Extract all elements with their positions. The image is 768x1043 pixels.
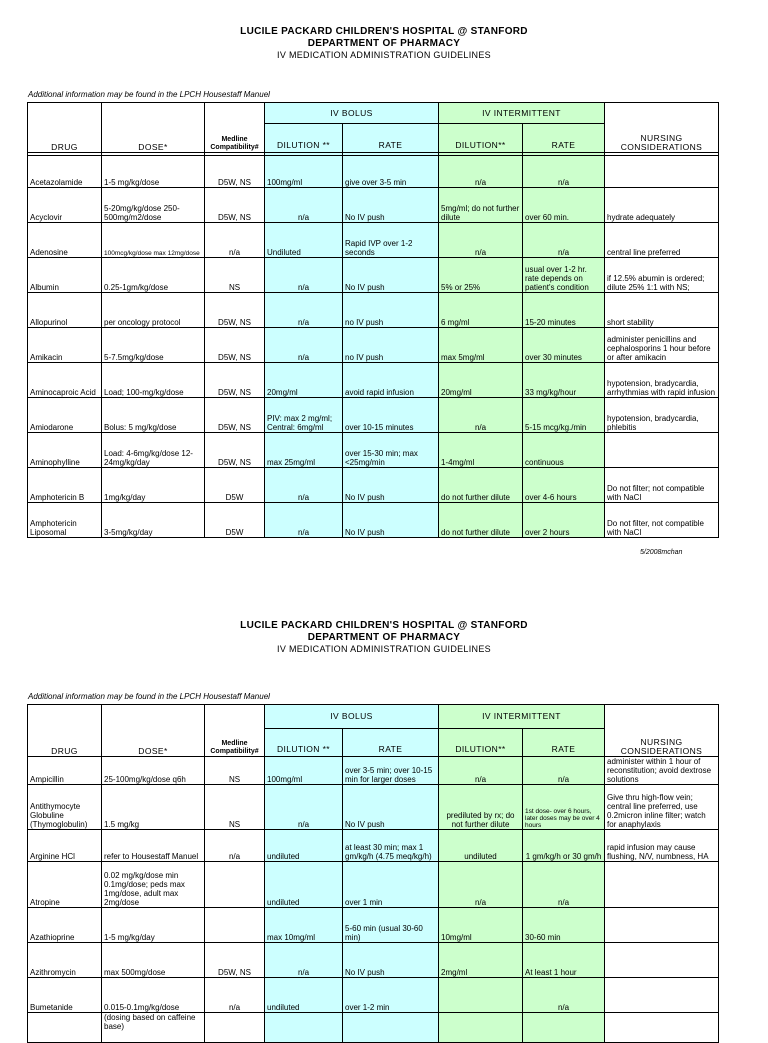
- cell-idil: 2mg/ml: [439, 943, 523, 978]
- cell-dose: (dosing based on caffeine base): [102, 1013, 205, 1043]
- cell-drug: Ampicillin: [28, 757, 102, 785]
- cell-nurse: [605, 1013, 719, 1043]
- cell-bdil: n/a: [265, 258, 343, 293]
- iv-bolus-header-2: IV BOLUS: [265, 705, 439, 729]
- cell-bdil: PIV: max 2 mg/ml; Central: 6mg/ml: [265, 398, 343, 433]
- table-row: [28, 293, 719, 328]
- medline-header-2: Medline Compatibility#: [205, 705, 265, 757]
- cell-dose: per oncology protocol: [102, 293, 205, 328]
- cell-medline: n/a: [205, 223, 265, 258]
- cell-idil: 6 mg/ml: [439, 293, 523, 328]
- cell-bdil: 100mg/ml: [265, 757, 343, 785]
- intermittent-rate-header: RATE: [523, 124, 605, 153]
- cell-medline: n/a: [205, 978, 265, 1013]
- cell-idil: [439, 978, 523, 1013]
- drug-header: DRUG: [28, 103, 102, 153]
- cell-medline: [205, 908, 265, 943]
- housestaff-note-2: Additional information may be found in the LPCH Housestaff Manuel: [28, 692, 270, 701]
- cell-nurse: rapid infusion may cause flushing, N/V, numbness, HA: [605, 830, 719, 862]
- cell-drug: Azithromycin: [28, 943, 102, 978]
- cell-nurse: Give thru high-flow vein; central line preferred, use 0.2micron inline filter; watch for anaphylaxis: [605, 785, 719, 830]
- cell-idil: undiluted: [439, 830, 523, 862]
- table-row: [28, 258, 719, 293]
- table-row: [28, 468, 719, 503]
- cell-idil: max 5mg/ml: [439, 328, 523, 363]
- cell-drug: Arginine HCl: [28, 830, 102, 862]
- cell-medline: D5W, NS: [205, 943, 265, 978]
- cell-irate: n/a: [523, 223, 605, 258]
- iv-bolus-header: IV BOLUS: [265, 103, 439, 124]
- table-row: [28, 433, 719, 468]
- cell-bdil: [265, 1013, 343, 1043]
- cell-irate: over 60 min.: [523, 188, 605, 223]
- footer-date: 5/2008mchan: [640, 549, 683, 556]
- cell-idil: 20mg/ml: [439, 363, 523, 398]
- cell-nurse: [605, 943, 719, 978]
- cell-nurse: Do not filter, not compatible with NaCl: [605, 503, 719, 538]
- cell-irate: n/a: [523, 156, 605, 188]
- cell-irate: usual over 1-2 hr. rate depends on patient's condition: [523, 258, 605, 293]
- medline-header: Medline Compatibility#: [205, 103, 265, 153]
- cell-medline: D5W, NS: [205, 156, 265, 188]
- cell-bdil: n/a: [265, 188, 343, 223]
- hospital-title: LUCILE PACKARD CHILDREN'S HOSPITAL @ STANFORD: [240, 26, 528, 37]
- cell-irate: 30-60 min: [523, 908, 605, 943]
- cell-dose: 1-5 mg/kg/dose: [102, 156, 205, 188]
- cell-irate: over 2 hours: [523, 503, 605, 538]
- cell-dose: 3-5mg/kg/day: [102, 503, 205, 538]
- cell-dose: 0.25-1gm/kg/dose: [102, 258, 205, 293]
- intermittent-rate-header-2: RATE: [523, 729, 605, 757]
- cell-irate: 15-20 minutes: [523, 293, 605, 328]
- department-title-2: DEPARTMENT OF PHARMACY: [307, 632, 461, 643]
- cell-idil: prediluted by rx; do not further dilute: [439, 785, 523, 830]
- cell-idil: n/a: [439, 862, 523, 908]
- cell-irate: [523, 1013, 605, 1043]
- cell-irate: n/a: [523, 757, 605, 785]
- cell-brate: No IV push: [343, 943, 439, 978]
- cell-drug: Bumetanide: [28, 978, 102, 1013]
- cell-idil: n/a: [439, 398, 523, 433]
- cell-medline: [205, 1013, 265, 1043]
- table-row: [28, 1013, 719, 1043]
- cell-idil: 5mg/ml; do not further dilute: [439, 188, 523, 223]
- cell-medline: D5W: [205, 503, 265, 538]
- cell-dose: 5-20mg/kg/dose 250-500mg/m2/dose: [102, 188, 205, 223]
- cell-drug: Allopurinol: [28, 293, 102, 328]
- cell-irate: At least 1 hour: [523, 943, 605, 978]
- cell-bdil: n/a: [265, 943, 343, 978]
- cell-brate: No IV push: [343, 468, 439, 503]
- cell-irate: over 30 minutes: [523, 328, 605, 363]
- cell-bdil: undiluted: [265, 830, 343, 862]
- cell-irate: 33 mg/kg/hour: [523, 363, 605, 398]
- cell-medline: D5W: [205, 468, 265, 503]
- nursing-header-2: NURSING CONSIDERATIONS: [605, 705, 719, 757]
- iv-intermittent-header-2: IV INTERMITTENT: [439, 705, 605, 729]
- cell-brate: no IV push: [343, 328, 439, 363]
- cell-bdil: 100mg/ml: [265, 156, 343, 188]
- cell-brate: over 1-2 min: [343, 978, 439, 1013]
- cell-brate: 5-60 min (usual 30-60 min): [343, 908, 439, 943]
- intermittent-dilution-header: DILUTION**: [439, 124, 523, 153]
- table-row: [28, 862, 719, 908]
- cell-idil: n/a: [439, 156, 523, 188]
- cell-drug: Amphotericin B: [28, 468, 102, 503]
- cell-drug: Antithymocyte Globuline (Thymoglobulin): [28, 785, 102, 830]
- housestaff-note: Additional information may be found in the LPCH Housestaff Manuel: [28, 90, 270, 99]
- cell-irate: over 4-6 hours: [523, 468, 605, 503]
- table-row: [28, 830, 719, 862]
- cell-drug: Azathioprine: [28, 908, 102, 943]
- bolus-dilution-header: DILUTION **: [265, 124, 343, 153]
- cell-nurse: central line preferred: [605, 223, 719, 258]
- cell-nurse: if 12.5% abumin is ordered; dilute 25% 1:1 with NS;: [605, 258, 719, 293]
- cell-bdil: n/a: [265, 328, 343, 363]
- cell-bdil: 20mg/ml: [265, 363, 343, 398]
- cell-nurse: [605, 156, 719, 188]
- cell-nurse: administer penicillins and cephalosporins 1 hour before or after amikacin: [605, 328, 719, 363]
- cell-brate: [343, 1013, 439, 1043]
- cell-irate: 5-15 mcg/kg./min: [523, 398, 605, 433]
- cell-medline: NS: [205, 757, 265, 785]
- cell-nurse: hypotension, bradycardia, phlebitis: [605, 398, 719, 433]
- cell-irate: 1st dose- over 6 hours, later doses may be over 4 hours: [523, 785, 605, 830]
- cell-medline: D5W, NS: [205, 188, 265, 223]
- cell-idil: 1-4mg/ml: [439, 433, 523, 468]
- dose-header: DOSE*: [102, 103, 205, 153]
- cell-bdil: n/a: [265, 468, 343, 503]
- cell-idil: 10mg/ml: [439, 908, 523, 943]
- cell-nurse: short stability: [605, 293, 719, 328]
- table-row: [28, 363, 719, 398]
- cell-bdil: undiluted: [265, 978, 343, 1013]
- cell-idil: n/a: [439, 223, 523, 258]
- drug-header-2: DRUG: [28, 705, 102, 757]
- cell-brate: at least 30 min; max 1 gm/kg/h (4.75 meq/kg/h): [343, 830, 439, 862]
- cell-bdil: Undiluted: [265, 223, 343, 258]
- cell-dose: 0.015-0.1mg/kg/dose: [102, 978, 205, 1013]
- table-row: [28, 328, 719, 363]
- cell-drug: Acetazolamide: [28, 156, 102, 188]
- cell-dose: Bolus: 5 mg/kg/dose: [102, 398, 205, 433]
- guidelines-subtitle: IV MEDICATION ADMINISTRATION GUIDELINES: [277, 50, 491, 60]
- cell-idil: 5% or 25%: [439, 258, 523, 293]
- dose-header-2: DOSE*: [102, 705, 205, 757]
- cell-brate: No IV push: [343, 258, 439, 293]
- medication-table-2: [27, 704, 719, 1043]
- cell-dose: 5-7.5mg/kg/dose: [102, 328, 205, 363]
- cell-brate: over 15-30 min; max <25mg/min: [343, 433, 439, 468]
- cell-irate: 1 gm/kg/h or 30 gm/h: [523, 830, 605, 862]
- cell-dose: refer to Housestaff Manuel: [102, 830, 205, 862]
- cell-brate: No IV push: [343, 785, 439, 830]
- cell-brate: over 10-15 minutes: [343, 398, 439, 433]
- cell-dose: max 500mg/dose: [102, 943, 205, 978]
- cell-medline: D5W, NS: [205, 328, 265, 363]
- cell-nurse: Do not filter; not compatible with NaCl: [605, 468, 719, 503]
- cell-bdil: max 10mg/ml: [265, 908, 343, 943]
- cell-medline: n/a: [205, 830, 265, 862]
- cell-nurse: hydrate adequately: [605, 188, 719, 223]
- guidelines-subtitle-2: IV MEDICATION ADMINISTRATION GUIDELINES: [277, 644, 491, 654]
- iv-intermittent-header: IV INTERMITTENT: [439, 103, 605, 124]
- cell-nurse: [605, 908, 719, 943]
- cell-idil: do not further dilute: [439, 468, 523, 503]
- cell-drug: Amphotericin Liposomal: [28, 503, 102, 538]
- table-row: [28, 978, 719, 1013]
- cell-irate: n/a: [523, 978, 605, 1013]
- cell-drug: Atropine: [28, 862, 102, 908]
- cell-bdil: n/a: [265, 293, 343, 328]
- bolus-rate-header-2: RATE: [343, 729, 439, 757]
- cell-idil: [439, 1013, 523, 1043]
- cell-dose: 1-5 mg/kg/day: [102, 908, 205, 943]
- cell-nurse: [605, 433, 719, 468]
- intermittent-dilution-header-2: DILUTION**: [439, 729, 523, 757]
- cell-medline: NS: [205, 785, 265, 830]
- cell-bdil: n/a: [265, 503, 343, 538]
- cell-idil: do not further dilute: [439, 503, 523, 538]
- cell-nurse: [605, 862, 719, 908]
- cell-dose: 100mcg/kg/dose max 12mg/dose: [102, 223, 205, 258]
- cell-medline: D5W, NS: [205, 433, 265, 468]
- cell-drug: Aminophylline: [28, 433, 102, 468]
- medication-table-1: [27, 102, 719, 538]
- table-row: [28, 943, 719, 978]
- cell-drug: Albumin: [28, 258, 102, 293]
- cell-medline: D5W, NS: [205, 363, 265, 398]
- cell-irate: n/a: [523, 862, 605, 908]
- cell-irate: continuous: [523, 433, 605, 468]
- cell-dose: Load; 100-mg/kg/dose: [102, 363, 205, 398]
- cell-drug: Acyclovir: [28, 188, 102, 223]
- cell-brate: avoid rapid infusion: [343, 363, 439, 398]
- table-row: [28, 757, 719, 785]
- cell-dose: 0.02 mg/kg/dose min 0.1mg/dose; peds max 1mg/dose, adult max 2mg/dose: [102, 862, 205, 908]
- cell-brate: no IV push: [343, 293, 439, 328]
- table-row: [28, 223, 719, 258]
- cell-medline: [205, 862, 265, 908]
- bolus-rate-header: RATE: [343, 124, 439, 153]
- cell-drug: Aminocaproic Acid: [28, 363, 102, 398]
- table-row: [28, 785, 719, 830]
- cell-medline: D5W, NS: [205, 293, 265, 328]
- cell-dose: Load: 4-6mg/kg/dose 12-24mg/kg/day: [102, 433, 205, 468]
- cell-medline: D5W, NS: [205, 398, 265, 433]
- cell-drug: [28, 1013, 102, 1043]
- cell-brate: No IV push: [343, 188, 439, 223]
- table-row: [28, 908, 719, 943]
- cell-nurse: hypotension, bradycardia, arrhythmias with rapid infusion: [605, 363, 719, 398]
- cell-bdil: max 25mg/ml: [265, 433, 343, 468]
- table-row: [28, 188, 719, 223]
- cell-drug: Amiodarone: [28, 398, 102, 433]
- bolus-dilution-header-2: DILUTION **: [265, 729, 343, 757]
- cell-brate: Rapid IVP over 1-2 seconds: [343, 223, 439, 258]
- cell-brate: No IV push: [343, 503, 439, 538]
- cell-brate: over 3-5 min; over 10-15 min for larger doses: [343, 757, 439, 785]
- cell-medline: NS: [205, 258, 265, 293]
- table-row: [28, 398, 719, 433]
- cell-drug: Adenosine: [28, 223, 102, 258]
- cell-nurse: [605, 978, 719, 1013]
- cell-nurse: administer within 1 hour of reconstitution; avoid dextrose solutions: [605, 757, 719, 785]
- department-title: DEPARTMENT OF PHARMACY: [307, 38, 461, 49]
- cell-dose: 1.5 mg/kg: [102, 785, 205, 830]
- table-row: [28, 503, 719, 538]
- cell-bdil: undiluted: [265, 862, 343, 908]
- cell-dose: 25-100mg/kg/dose q6h: [102, 757, 205, 785]
- cell-brate: give over 3-5 min: [343, 156, 439, 188]
- cell-bdil: n/a: [265, 785, 343, 830]
- cell-idil: n/a: [439, 757, 523, 785]
- cell-dose: 1mg/kg/day: [102, 468, 205, 503]
- nursing-header: NURSING CONSIDERATIONS: [605, 103, 719, 153]
- cell-brate: over 1 min: [343, 862, 439, 908]
- hospital-title-2: LUCILE PACKARD CHILDREN'S HOSPITAL @ STANFORD: [240, 620, 528, 631]
- table-row: [28, 156, 719, 188]
- cell-drug: Amikacin: [28, 328, 102, 363]
